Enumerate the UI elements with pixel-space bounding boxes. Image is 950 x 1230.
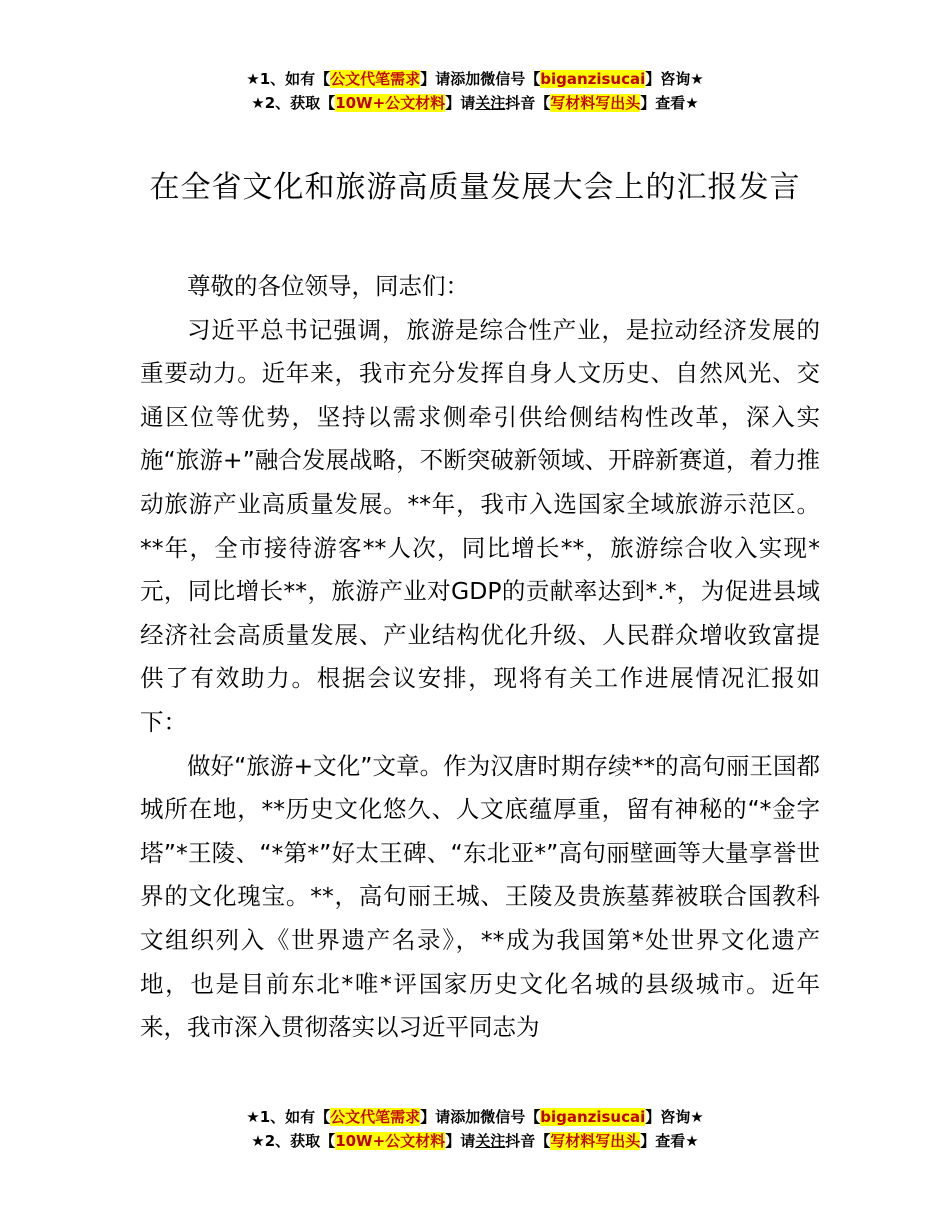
- banner-highlight: 公文代笔需求: [330, 1108, 421, 1126]
- document-body: [140, 265, 820, 1050]
- header-banner: [0, 67, 950, 115]
- banner-highlight: 写材料写出头: [550, 1132, 641, 1150]
- banner-highlight: 10W+公文材料: [335, 1132, 446, 1150]
- footer-banner: [0, 1105, 950, 1153]
- paragraph: 做好“旅游+文化”文章。作为汉唐时期存续**的高句丽王国都城所在地，**历史文化悠久、人文底蕴厚重，留有神秘的“*金字塔”*王陵、“*第*”好太王碑、“东北亚*”高句丽壁画等大量享誉世界的文化瑰宝。**，高句丽王城、王陵及贵族墓葬被联合国教科文组织列入《世界遗产名录》，**成为我国第*处世界文化遗产地，也是目前东北*唯*评国家历史文化名城的县级城市。近年来，我市深入贯彻落实以习近平同志为: [140, 751, 820, 1042]
- banner-line-2: ★2、获取【10W+公文材料】请关注抖音【写材料写出头】查看★: [251, 1132, 699, 1150]
- paragraph: 习近平总书记强调，旅游是综合性产业，是拉动经济发展的重要动力。近年来，我市充分发挥自身人文历史、自然风光、交通区位等优势，坚持以需求侧牵引供给侧结构性改革，深入实施“旅游+”融合发展战略，不断突破新领域、开辟新赛道，着力推动旅游产业高质量发展。**年，我市入选国家全域旅游示范区。**年，全市接待游客**人次，同比增长**，旅游综合收入实现*元，同比增长**，旅游产业对GDP的贡献率达到*.*，为促进县域经济社会高质量发展、产业结构优化升级、人民群众增收致富提供了有效助力。根据会议安排，现将有关工作进展情况汇报如下：: [140, 315, 820, 736]
- banner-highlight: biganzisucai: [540, 70, 646, 88]
- banner-line-2: ★2、获取【10W+公文材料】请关注抖音【写材料写出头】查看★: [251, 94, 699, 112]
- banner-highlight: 写材料写出头: [550, 94, 641, 112]
- salutation: 尊敬的各位领导，同志们：: [187, 272, 469, 300]
- banner-highlight: 公文代笔需求: [330, 70, 421, 88]
- banner-highlight: biganzisucai: [540, 1108, 646, 1126]
- banner-highlight: 10W+公文材料: [335, 94, 446, 112]
- banner-line-1: ★1、如有【公文代笔需求】请添加微信号【biganzisucai】咨询★: [246, 70, 704, 88]
- banner-line-1: ★1、如有【公文代笔需求】请添加微信号【biganzisucai】咨询★: [246, 1108, 704, 1126]
- document-title: 在全省文化和旅游高质量发展大会上的汇报发言: [149, 170, 801, 205]
